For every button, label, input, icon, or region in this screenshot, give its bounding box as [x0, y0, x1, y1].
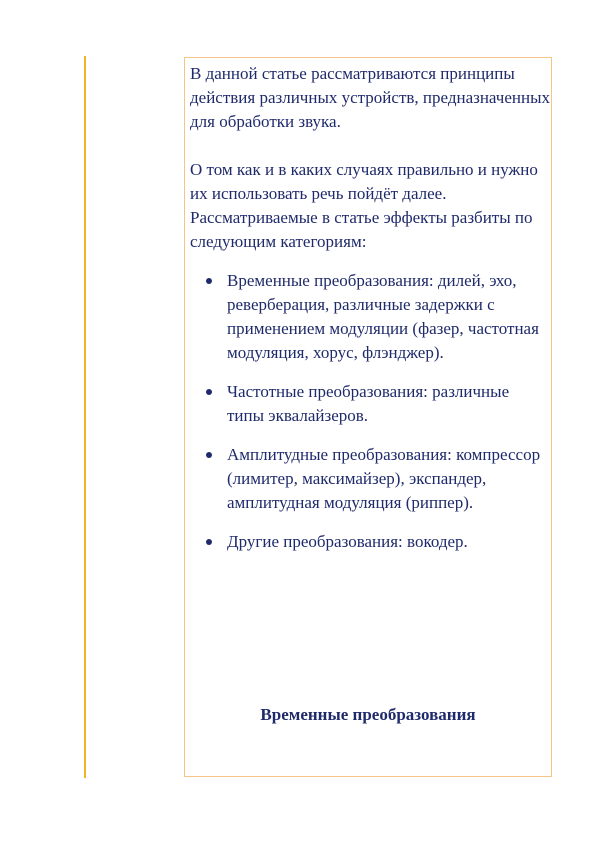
list-item [190, 530, 550, 554]
list-item [190, 269, 550, 365]
list-item-text: Временные преобразования: дилей, эхо, реверберация, различные задержки с применением модуляции (фазер, частотная модуляция, хорус, флэнджер). [227, 271, 539, 362]
bullet-icon [206, 278, 212, 284]
list-item [190, 443, 550, 515]
intro-paragraph: В данной статье рассматриваются принципы действия различных устройств, предназначенных для обработки звука. [190, 64, 551, 131]
article-body [190, 62, 550, 569]
list-item-text: Частотные преобразования: различные типы эквалайзеров. [227, 382, 510, 425]
categories-list [190, 269, 550, 554]
categories-intro: Рассматриваемые в статье эффекты разбиты по следующим категориям: [190, 208, 533, 251]
section-heading: Временные преобразования [260, 705, 476, 724]
list-item-text: Амплитудные преобразования: компрессор (лимитер, максимайзер), экспандер, амплитудная модуляция (риппер). [227, 445, 541, 512]
usage-paragraph: О том как и в каких случаях правильно и нужно их использовать речь пойдёт далее. [190, 160, 538, 203]
paragraph-gap [190, 134, 550, 158]
list-item-text: Другие преобразования: вокодер. [227, 532, 468, 551]
bullet-icon [206, 452, 212, 458]
list-item [190, 380, 550, 428]
left-margin-rule [84, 56, 86, 778]
bullet-icon [206, 539, 212, 545]
bullet-icon [206, 389, 212, 395]
